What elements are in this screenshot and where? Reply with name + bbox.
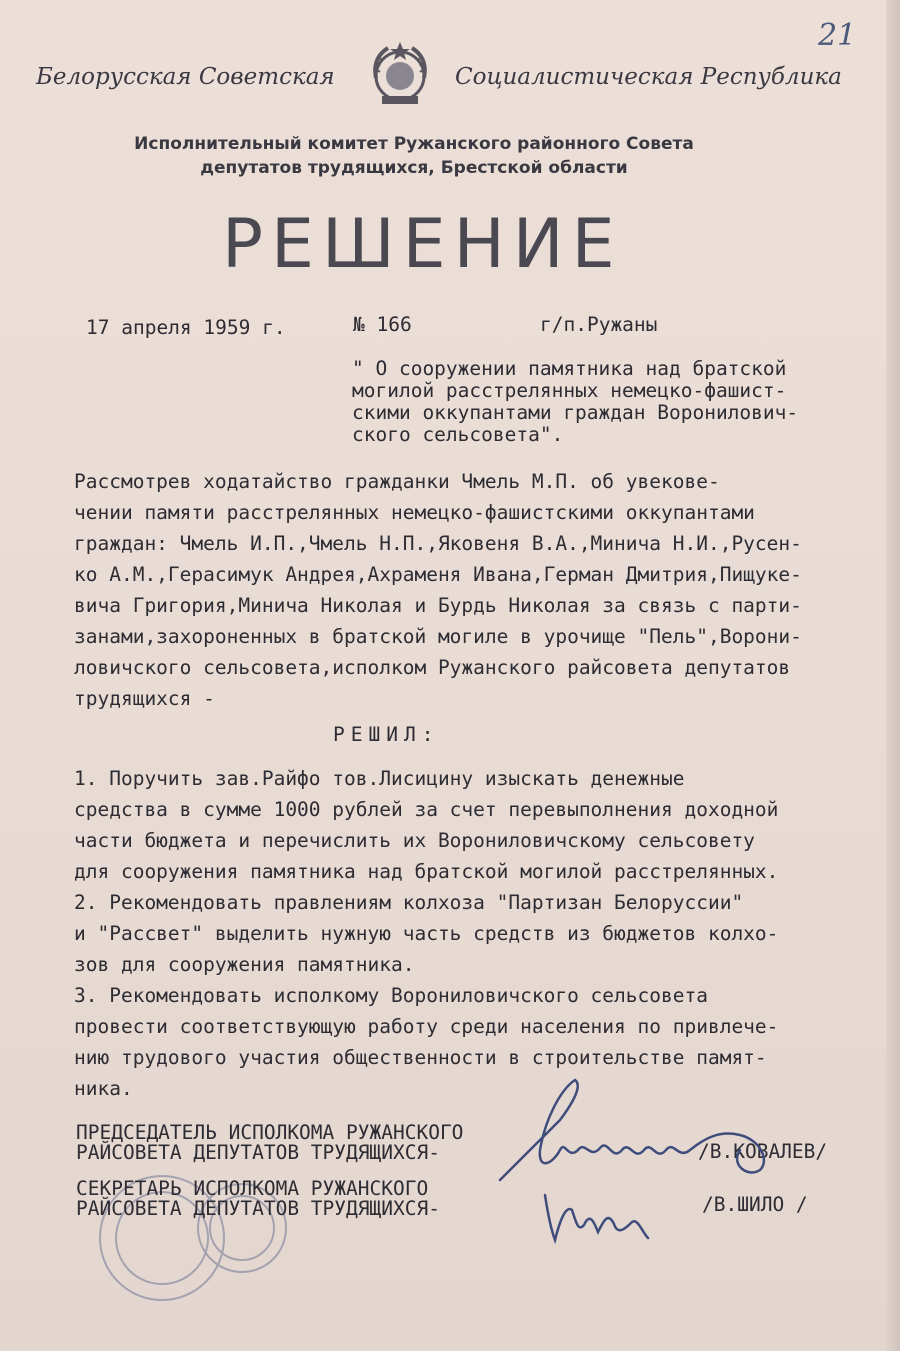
- body-line: ко А.М.,Герасимук Андрея,Ахраменя Ивана,Герман Дмитрия,Пищуке-: [74, 563, 802, 586]
- header-right: Социалистическая Республика: [455, 64, 842, 90]
- subject-line: скими оккупантами граждан Воронилович-: [352, 401, 799, 424]
- item-line: 3. Рекомендовать исполкому Ворониловичского сельсовета: [74, 984, 708, 1007]
- committee-line: депутатов трудящихся, Брестской области: [200, 158, 628, 178]
- committee-line: Исполнительный комитет Ружанского районного Совета: [134, 134, 694, 154]
- item-line: нию трудового участия общественности в строительстве памят-: [74, 1046, 767, 1069]
- secretary-name: /В.ШИЛО /: [702, 1193, 808, 1216]
- item-line: 1. Поручить зав.Райфо тов.Лисицину изыскать денежные: [74, 767, 685, 790]
- chairman-name: /В.КОВАЛЕВ/: [698, 1140, 828, 1163]
- resolved-heading: РЕШИЛ:: [333, 723, 440, 746]
- decision-date: 17 апреля 1959 г.: [86, 316, 286, 339]
- body-line: граждан: Чмель И.П.,Чмель Н.П.,Яковеня В.А.,Минича Н.И.,Русен-: [74, 532, 802, 555]
- item-line: части бюджета и перечислить их Ворониловичскому сельсовету: [74, 829, 755, 852]
- body-line: вича Григория,Минича Николая и Бурдь Николая за связь с парти-: [74, 594, 802, 617]
- item-line: средства в сумме 1000 рублей за счет перевыполнения доходной: [74, 798, 779, 821]
- item-line: зов для сооружения памятника.: [74, 953, 415, 976]
- subject-line: " О сооружении памятника над братской: [352, 357, 787, 380]
- signature-title-line: СЕКРЕТАРЬ ИСПОЛКОМА РУЖАНСКОГО: [76, 1177, 429, 1200]
- body-line: Рассмотрев ходатайство гражданки Чмель М.П. об увекове-: [74, 470, 720, 493]
- item-line: и "Рассвет" выделить нужную часть средств из бюджетов колхо-: [74, 922, 779, 945]
- page-number: 21: [818, 18, 857, 53]
- subject-line: могилой расстрелянных немецко-фашист-: [352, 379, 787, 402]
- item-line: 2. Рекомендовать правлениям колхоза "Партизан Белоруссии": [74, 891, 744, 914]
- document-title: РЕШЕНИЕ: [222, 205, 623, 284]
- item-line: ника.: [74, 1077, 133, 1100]
- item-line: провести соответствующую работу среди населения по привлече-: [74, 1015, 779, 1038]
- decision-number: № 166: [353, 313, 412, 336]
- signature-title-line: РАЙСОВЕТА ДЕПУТАТОВ ТРУДЯЩИХСЯ-: [76, 1141, 440, 1164]
- item-line: для сооружения памятника над братской могилой расстрелянных.: [74, 860, 779, 883]
- header-left: Белорусская Советская: [36, 64, 335, 90]
- decision-place: г/п.Ружаны: [540, 313, 658, 336]
- body-line: ловичского сельсовета,исполком Ружанского райсовета депутатов: [74, 656, 791, 679]
- subject-line: ского сельсовета".: [352, 423, 564, 446]
- signature-title-line: РАЙСОВЕТА ДЕПУТАТОВ ТРУДЯЩИХСЯ-: [76, 1197, 440, 1220]
- body-line: чении памяти расстрелянных немецко-фашистскими оккупантами: [74, 501, 755, 524]
- body-line: занами,захороненных в братской могиле в урочище "Пель",Ворони-: [74, 625, 802, 648]
- body-line: трудящихся -: [74, 687, 215, 710]
- signature-title-line: ПРЕДСЕДАТЕЛЬ ИСПОЛКОМА РУЖАНСКОГО: [76, 1121, 464, 1144]
